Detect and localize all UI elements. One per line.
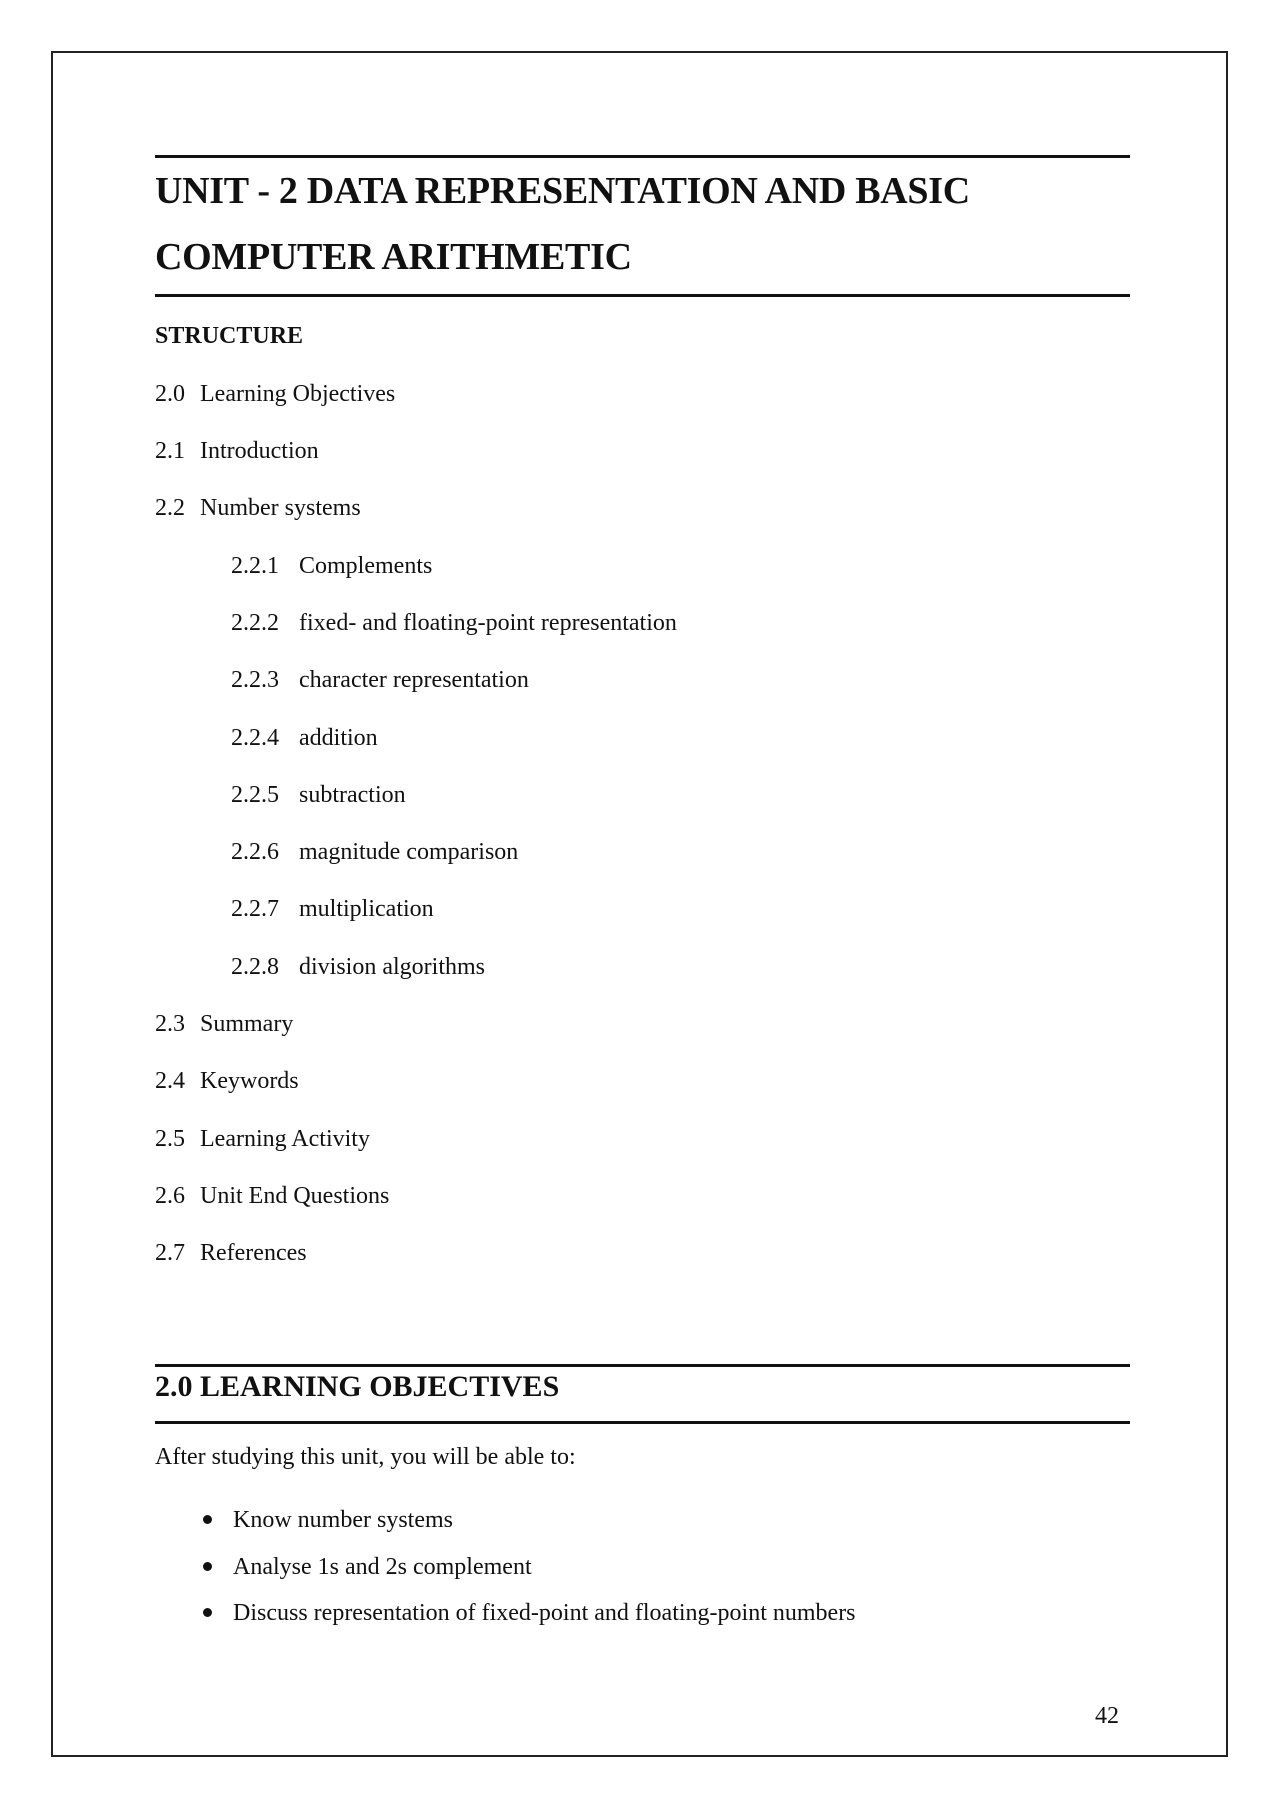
toc-label: character representation	[299, 667, 529, 693]
toc-label: Complements	[299, 553, 433, 579]
toc-number: 2.2.5	[231, 782, 279, 808]
toc-item-2-2-1	[231, 551, 432, 581]
toc-label: division algorithms	[299, 954, 485, 980]
toc-number: 2.2.8	[231, 954, 279, 980]
toc-number: 2.7	[155, 1240, 185, 1266]
toc-label: Learning Activity	[200, 1126, 370, 1152]
unit-title-line-2: COMPUTER ARITHMETIC	[155, 236, 632, 278]
structure-heading: STRUCTURE	[155, 323, 304, 349]
toc-item-2-5	[155, 1124, 370, 1154]
toc-number: 2.2	[155, 495, 185, 521]
toc-number: 2.4	[155, 1068, 185, 1094]
toc-label: Unit End Questions	[200, 1183, 390, 1209]
toc-label: Learning Objectives	[200, 381, 396, 407]
toc-item-2-2-7	[231, 894, 434, 924]
toc-item-2-0	[155, 379, 395, 409]
objectives-list	[155, 1505, 856, 1645]
list-item	[155, 1598, 856, 1645]
objectives-intro: After studying this unit, you will be able to:	[155, 1444, 576, 1470]
learning-objectives-heading: 2.0 LEARNING OBJECTIVES	[155, 1370, 560, 1403]
toc-number: 2.3	[155, 1011, 185, 1037]
objective-text: Analyse 1s and 2s complement	[233, 1553, 532, 1580]
toc-item-2-4	[155, 1066, 299, 1096]
toc-item-2-1	[155, 436, 319, 466]
toc-item-2-7	[155, 1238, 307, 1268]
objectives-bottom-rule	[155, 1421, 1130, 1424]
toc-item-2-2	[155, 493, 361, 523]
toc-item-2-2-6	[231, 837, 518, 867]
toc-item-2-2-3	[231, 665, 529, 695]
toc-number: 2.0	[155, 381, 185, 407]
toc-number: 2.2.4	[231, 725, 279, 751]
toc-label: subtraction	[299, 782, 406, 808]
list-item	[155, 1552, 856, 1599]
toc-number: 2.6	[155, 1183, 185, 1209]
toc-item-2-3	[155, 1009, 293, 1039]
toc-number: 2.2.3	[231, 667, 279, 693]
objectives-top-rule	[155, 1364, 1130, 1367]
toc-label: addition	[299, 725, 378, 751]
bullet-icon	[203, 1515, 212, 1524]
list-item	[155, 1505, 856, 1552]
toc-number: 2.2.7	[231, 896, 279, 922]
bullet-icon	[203, 1608, 212, 1617]
objective-text: Know number systems	[233, 1507, 453, 1533]
toc-number: 2.2.2	[231, 610, 279, 636]
toc-number: 2.2.6	[231, 839, 279, 865]
title-bottom-rule	[155, 294, 1130, 297]
objective-text: Discuss representation of fixed-point and floating-point numbers	[233, 1600, 856, 1626]
toc-label: Summary	[200, 1011, 294, 1037]
page-border	[51, 51, 1228, 1757]
unit-title	[155, 158, 1130, 290]
bullet-icon	[203, 1562, 212, 1571]
unit-title-line-1: UNIT - 2 DATA REPRESENTATION AND BASIC	[155, 170, 970, 212]
toc-number: 2.5	[155, 1126, 185, 1152]
toc-label: References	[200, 1240, 307, 1266]
toc-label: fixed- and floating-point representation	[299, 610, 677, 636]
toc-item-2-2-8	[231, 952, 485, 982]
toc-number: 2.1	[155, 438, 185, 464]
toc-item-2-6	[155, 1181, 389, 1211]
toc-item-2-2-2	[231, 608, 677, 638]
toc-label: Keywords	[200, 1068, 299, 1094]
toc-number: 2.2.1	[231, 553, 279, 579]
toc-label: Introduction	[200, 438, 319, 464]
toc-item-2-2-4	[231, 723, 378, 753]
page-number: 42	[1095, 1703, 1119, 1729]
toc-item-2-2-5	[231, 780, 406, 810]
toc-label: Number systems	[200, 495, 361, 521]
toc-label: multiplication	[299, 896, 434, 922]
toc-label: magnitude comparison	[299, 839, 519, 865]
